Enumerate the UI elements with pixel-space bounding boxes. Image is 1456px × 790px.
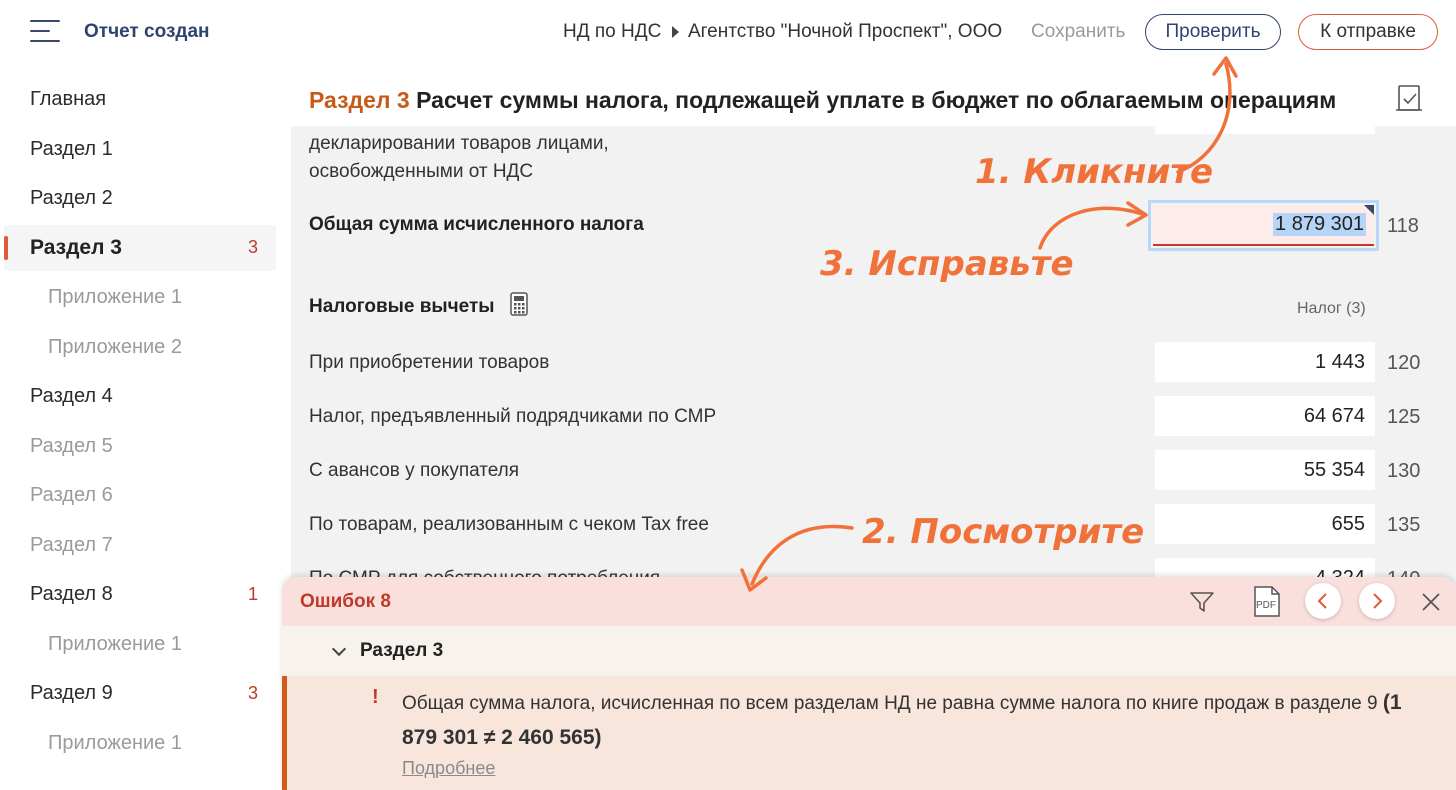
row-value-input[interactable]: 1 443 — [1155, 342, 1375, 382]
row-label: С авансов у покупателя — [309, 460, 520, 481]
sidebar-item-label: Приложение 1 — [48, 286, 182, 308]
save-button[interactable]: Сохранить — [1031, 21, 1126, 42]
annotation-step-1: 1. Кликните — [975, 152, 1214, 192]
sidebar-item-section-3-appendix-2[interactable] — [4, 325, 276, 371]
page-title — [309, 87, 1336, 114]
pdf-export-button[interactable] — [1252, 585, 1282, 618]
sidebar-item-label: Раздел 7 — [30, 534, 113, 556]
error-count-badge: 3 — [247, 237, 258, 257]
chevron-right-icon — [1369, 592, 1385, 610]
sidebar — [0, 68, 282, 790]
sidebar-item-label: Раздел 6 — [30, 484, 113, 506]
errors-count-title: Ошибок 8 — [300, 591, 391, 612]
sidebar-item-section-6[interactable] — [4, 473, 276, 519]
menu-icon[interactable] — [30, 20, 60, 44]
deductions-heading: Налоговые вычеты — [309, 296, 495, 317]
row-label: При приобретении товаров — [309, 352, 550, 373]
partial-row-label-line1: декларировании товаров лицами, — [309, 133, 609, 154]
sidebar-item-section-5[interactable] — [4, 424, 276, 470]
active-marker — [4, 236, 8, 260]
sidebar-item-label: Главная — [30, 88, 107, 110]
sidebar-item-section-8[interactable] — [4, 572, 276, 618]
error-text: Общая сумма налога, исчисленная по всем разделам НД не равна сумме налога по книге продаж в разделе 9 — [402, 693, 1378, 714]
sidebar-item-label: Раздел 3 — [30, 236, 122, 259]
next-error-button[interactable] — [1359, 583, 1395, 619]
report-status: Отчет создан — [84, 21, 210, 42]
pdf-label: PDF — [1256, 600, 1276, 611]
row-label: По товарам, реализованным с чеком Tax free — [309, 514, 709, 535]
document-settings-icon[interactable] — [1393, 82, 1425, 114]
sidebar-item-section-9[interactable] — [4, 671, 276, 717]
total-tax-label: Общая сумма исчисленного налога — [309, 214, 644, 235]
value-field-partial[interactable] — [1155, 126, 1375, 134]
breadcrumb-report[interactable]: НД по НДС — [563, 21, 662, 42]
sidebar-item-label: Раздел 4 — [30, 385, 113, 407]
sidebar-item-label: Раздел 9 — [30, 682, 113, 704]
error-item[interactable] — [282, 676, 1456, 790]
prev-error-button[interactable] — [1305, 583, 1341, 619]
sidebar-item-label: Раздел 1 — [30, 138, 113, 160]
section-title: Расчет суммы налога, подлежащей уплате в бюджет по облагаемым операциям — [416, 87, 1337, 113]
sidebar-item-main[interactable] — [4, 77, 276, 123]
error-group-label: Раздел 3 — [360, 640, 444, 661]
sidebar-item-section-3[interactable] — [4, 225, 276, 271]
error-group-toggle[interactable] — [282, 626, 1456, 676]
sidebar-item-section-1[interactable] — [4, 127, 276, 173]
row-value-input[interactable]: 655 — [1155, 504, 1375, 544]
total-tax-input[interactable] — [1153, 205, 1374, 246]
sidebar-item-label: Приложение 2 — [48, 336, 182, 358]
line-code: 125 — [1387, 406, 1421, 428]
sidebar-item-section-3-appendix-1[interactable] — [4, 275, 276, 321]
total-tax-field-focus-ring — [1148, 200, 1379, 251]
breadcrumb-org[interactable]: Агентство "Ночной Проспект", ООО — [688, 21, 1003, 42]
annotation-step-2: 2. Посмотрите — [862, 512, 1145, 552]
errors-panel — [282, 577, 1456, 790]
sidebar-item-section-7[interactable] — [4, 523, 276, 569]
sidebar-item-label: Раздел 5 — [30, 435, 113, 457]
line-code: 120 — [1387, 352, 1421, 374]
details-link[interactable]: Подробнее — [402, 758, 496, 778]
error-count-badge: 3 — [247, 683, 258, 703]
sidebar-item-label: Приложение 1 — [48, 633, 182, 655]
sidebar-item-section-2[interactable] — [4, 176, 276, 222]
annotation-step-3: 3. Исправьте — [820, 244, 1074, 284]
filter-icon[interactable] — [1189, 590, 1215, 614]
sidebar-item-section-9-appendix-1[interactable] — [4, 721, 276, 767]
sidebar-item-label: Приложение 1 — [48, 732, 182, 754]
error-severity-bar — [282, 676, 287, 790]
top-bar — [0, 0, 1456, 68]
row-value-input[interactable]: 64 674 — [1155, 396, 1375, 436]
send-button[interactable]: К отправке — [1298, 14, 1438, 50]
partial-row-label-line2: освобожденными от НДС — [309, 161, 534, 182]
calculator-icon[interactable] — [509, 292, 529, 316]
line-code: 135 — [1387, 514, 1421, 536]
line-code: 130 — [1387, 460, 1421, 482]
check-button[interactable]: Проверить — [1145, 14, 1281, 50]
chevron-down-icon — [332, 642, 346, 656]
sidebar-item-label: Раздел 8 — [30, 583, 113, 605]
sidebar-item-section-4[interactable] — [4, 374, 276, 420]
close-icon[interactable] — [1421, 592, 1441, 612]
error-message — [402, 686, 1422, 756]
total-tax-value: 1 879 301 — [1275, 213, 1364, 235]
sidebar-item-label: Раздел 2 — [30, 187, 113, 209]
sidebar-item-section-8-appendix-1[interactable] — [4, 622, 276, 668]
section-number: Раздел 3 — [309, 87, 410, 113]
line-code: 118 — [1387, 215, 1419, 237]
row-label: Налог, предъявленный подрядчиками по СМР — [309, 406, 717, 427]
error-icon: ! — [372, 686, 379, 708]
chevron-left-icon — [1315, 592, 1331, 610]
breadcrumb-arrow-icon — [672, 26, 679, 38]
section-heading-bar — [291, 68, 1456, 126]
error-values: (1 879 301 ≠ 2 460 565) — [402, 691, 1402, 749]
tax-column-header: Налог (3) — [1297, 300, 1366, 317]
error-count-badge: 1 — [247, 584, 258, 604]
row-value-input[interactable]: 55 354 — [1155, 450, 1375, 490]
errors-panel-header — [282, 577, 1456, 626]
